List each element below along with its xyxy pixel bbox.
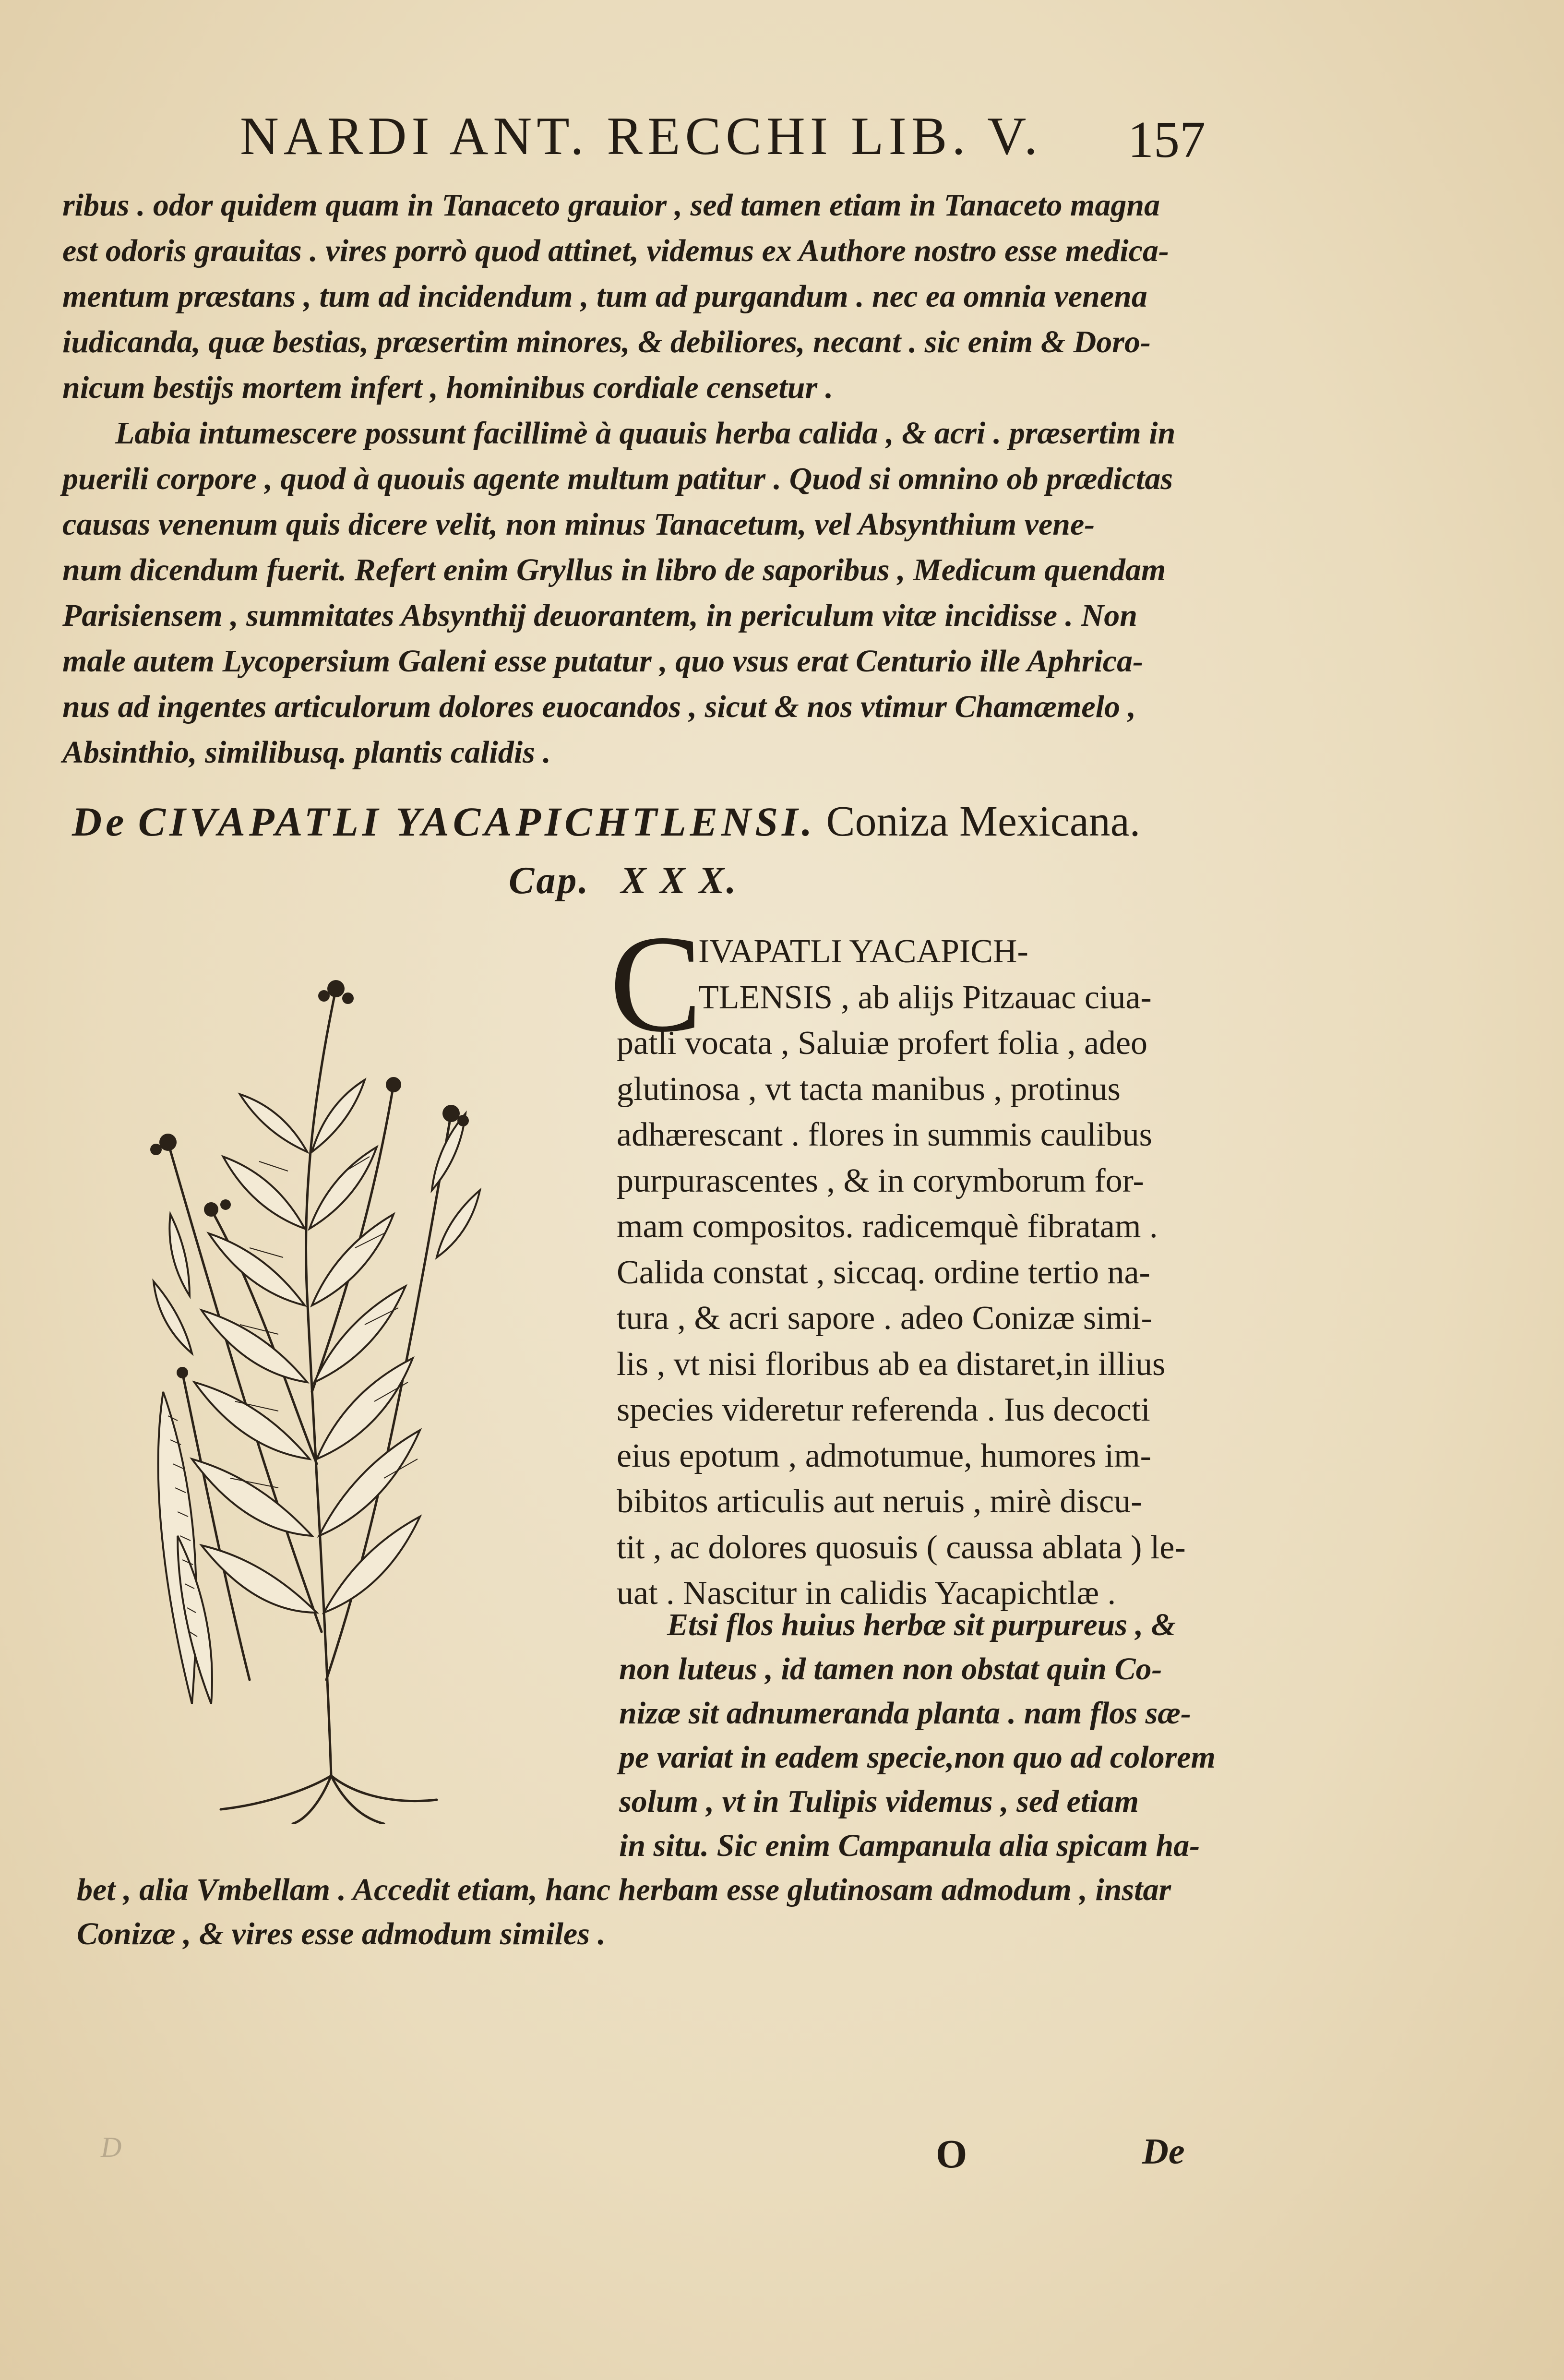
text-line: puerili corpore , quod à quouis agente multum patitur . Quod si omnino ob prædictas bbox=[62, 461, 1173, 496]
page-number: 157 bbox=[1128, 111, 1206, 168]
text-line: tit , ac dolores quosuis ( caussa ablata ) le- bbox=[617, 1529, 1186, 1566]
text-line: ribus . odor quidem quam in Tanaceto grauior , sed tamen etiam in Tanaceto magna bbox=[62, 188, 1160, 223]
text-line: num dicendum fuerit. Refert enim Gryllus in libro de saporibus , Medicum quendam bbox=[62, 552, 1166, 587]
text-line: nicum bestijs mortem infert , hominibus cordiale censetur . bbox=[62, 370, 834, 405]
text-line: nus ad ingentes articulorum dolores euocandos , sicut & nos vtimur Chamæmelo , bbox=[62, 689, 1136, 724]
text-line: species videretur referenda . Ius decocti bbox=[617, 1391, 1150, 1428]
text-line: iudicanda, quæ bestias, præsertim minores, & debiliores, necant . sic enim & Doro- bbox=[62, 324, 1151, 359]
running-head: NARDI ANT. RECCHI LIB. V. bbox=[240, 107, 1042, 166]
text-line: pe variat in eadem specie,non quo ad colorem bbox=[619, 1740, 1216, 1775]
plant-woodcut-icon bbox=[106, 960, 537, 1824]
text-line: purpurascentes , & in corymborum for- bbox=[617, 1162, 1144, 1199]
text-line: IVAPATLI YACAPICH- bbox=[698, 933, 1028, 970]
text-line: nizæ sit adnumeranda planta . nam flos sæ- bbox=[619, 1696, 1191, 1731]
text-line: solum , vt in Tulipis videmus , sed etiam bbox=[619, 1784, 1139, 1819]
text-line: Conizæ , & vires esse admodum similes . bbox=[77, 1916, 606, 1951]
text-line: uat . Nascitur in calidis Yacapichtlæ . bbox=[617, 1575, 1116, 1612]
text-line: causas venenum quis dicere velit, non minus Tanacetum, vel Absynthium vene- bbox=[62, 507, 1095, 542]
heading-plant-name: CIVAPATLI YACAPICHTLENSI. bbox=[138, 799, 816, 845]
text-line: Etsi flos huius herbæ sit purpureus , & bbox=[667, 1607, 1176, 1642]
text-line: Labia intumescere possunt facillimè à quauis herba calida , & acri . præsertim in bbox=[115, 416, 1176, 451]
text-line: mam compositos. radicemquè fibratam . bbox=[617, 1208, 1158, 1245]
signature-mark: O bbox=[936, 2132, 967, 2177]
text-line: Calida constat , siccaq. ordine tertio na- bbox=[617, 1254, 1150, 1291]
text-line: tura , & acri sapore . adeo Conizæ simi- bbox=[617, 1300, 1152, 1337]
text-line: bibitos articulis aut neruis , mirè discu- bbox=[617, 1483, 1142, 1520]
text-line: Absinthio, similibusq. plantis calidis . bbox=[62, 735, 551, 770]
drop-cap: C bbox=[609, 907, 703, 1061]
cap-number: X X X. bbox=[621, 860, 738, 902]
cap-label: Cap. bbox=[509, 860, 590, 902]
text-line: Parisiensem , summitates Absynthij deuorantem, in periculum vitæ incidisse . Non bbox=[62, 598, 1137, 633]
text-line: lis , vt nisi floribus ab ea distaret,in illius bbox=[617, 1345, 1166, 1383]
text-line: in situ. Sic enim Campanula alia spicam ha- bbox=[619, 1828, 1200, 1863]
heading-latin-name: Coniza Mexicana. bbox=[826, 798, 1141, 845]
chapter-heading bbox=[72, 797, 1224, 846]
text-line: patli vocata , Saluiæ profert folia , adeo bbox=[617, 1025, 1148, 1062]
chapter-body bbox=[617, 929, 1245, 1616]
chapter-number bbox=[509, 859, 738, 903]
catchword: De bbox=[1142, 2131, 1185, 2172]
heading-prefix: De bbox=[72, 799, 128, 845]
text-line: adhærescant . flores in summis caulibus bbox=[617, 1116, 1152, 1153]
text-line: male autem Lycopersium Galeni esse putatur , quo vsus erat Centurio ille Aphrica- bbox=[62, 644, 1144, 679]
text-line: mentum præstans , tum ad incidendum , tum ad purgandum . nec ea omnia venena bbox=[62, 279, 1147, 314]
text-line: bet , alia Vmbellam . Accedit etiam, hanc herbam esse glutinosam admodum , instar bbox=[77, 1872, 1171, 1907]
commentary bbox=[77, 1603, 1243, 1956]
text-line: eius epotum , admotumue, humores im- bbox=[617, 1437, 1151, 1474]
bleed-through-mark: D bbox=[101, 2131, 122, 2163]
text-line: est odoris grauitas . vires porrò quod attinet, videmus ex Authore nostro esse medica- bbox=[62, 233, 1169, 268]
top-passage bbox=[62, 182, 1233, 775]
text-line: TLENSIS , ab alijs Pitzauac ciua- bbox=[698, 979, 1152, 1016]
text-line: non luteus , id tamen non obstat quin Co- bbox=[619, 1651, 1162, 1686]
text-line: glutinosa , vt tacta manibus , protinus bbox=[617, 1070, 1121, 1108]
